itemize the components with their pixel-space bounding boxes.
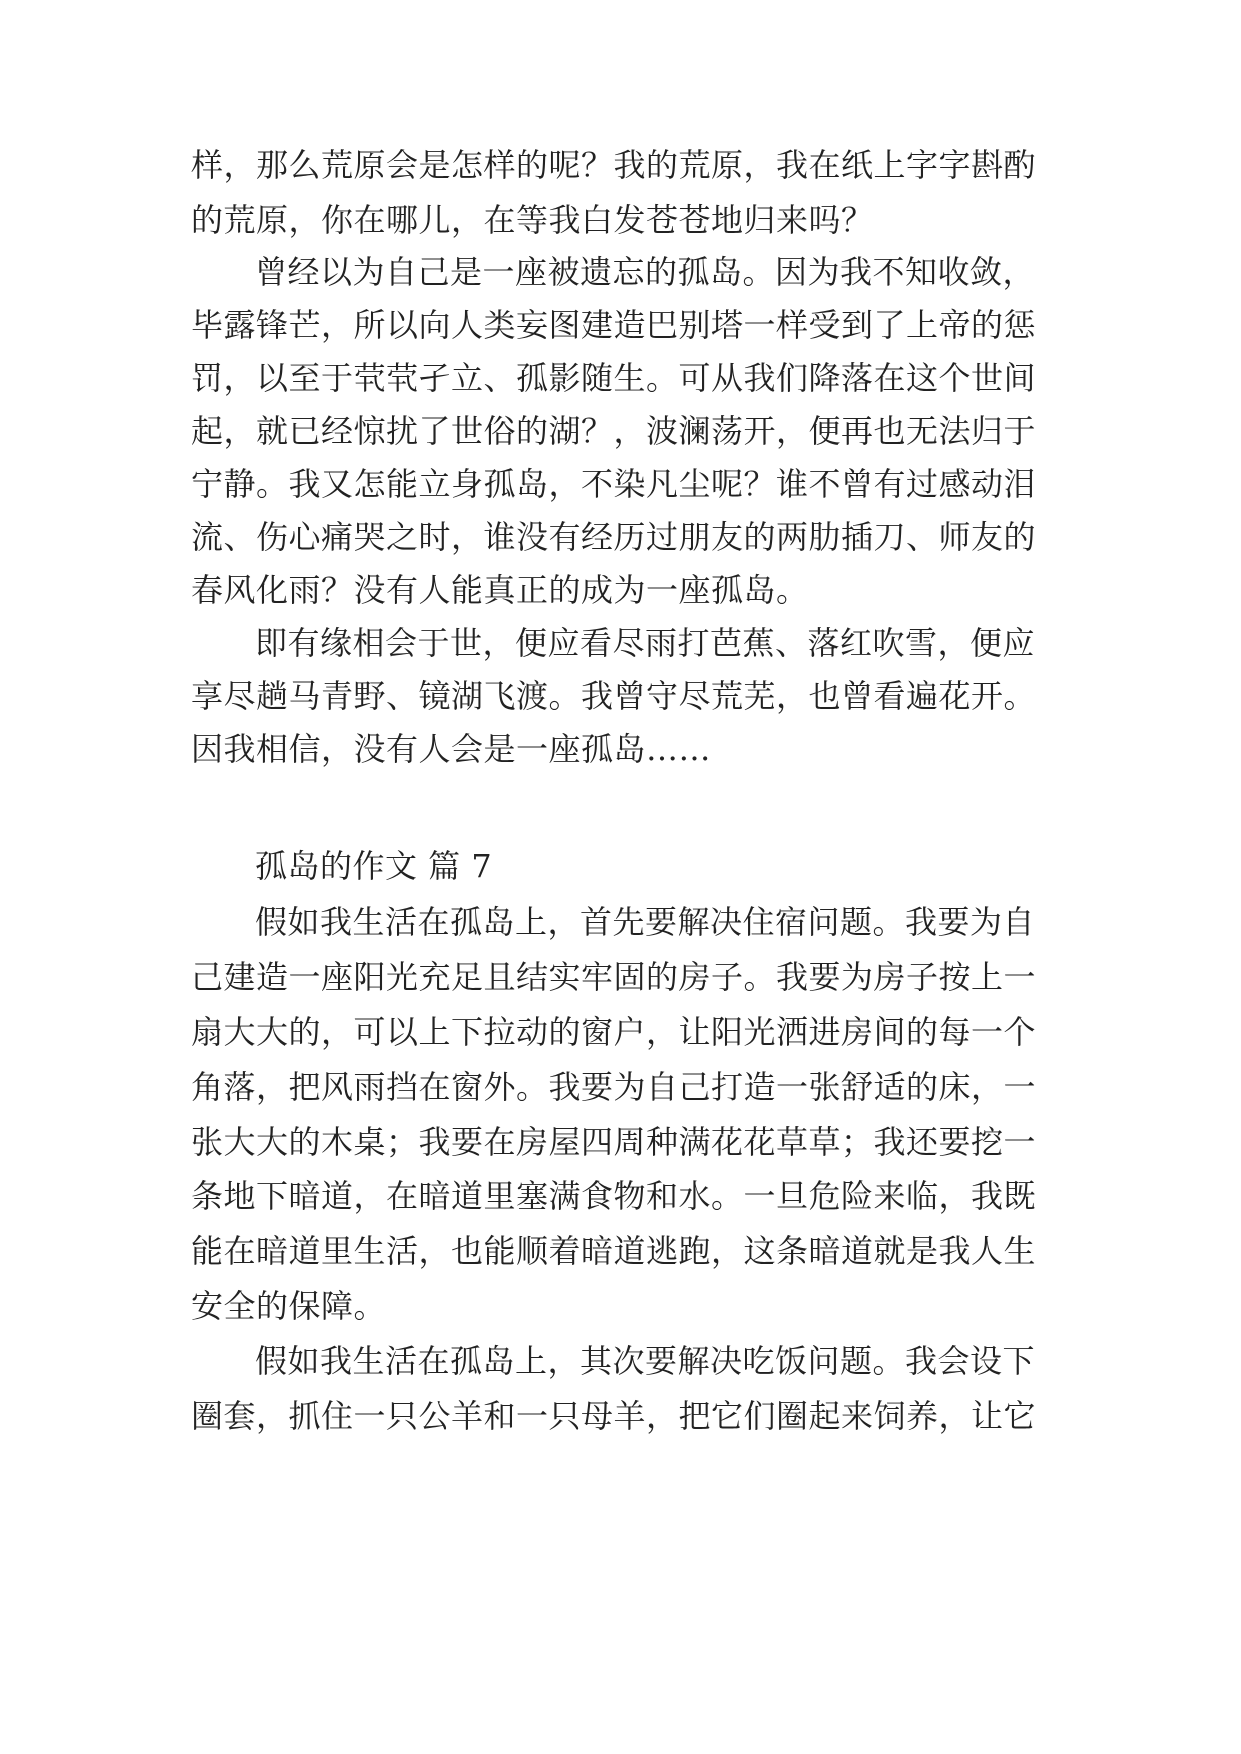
text-line: 圈套，抓住一只公羊和一只母羊，把它们圈起来饲养，让它	[191, 1397, 1037, 1435]
text-line: 扇大大的，可以上下拉动的窗户，让阳光洒进房间的每一个	[191, 1013, 1037, 1051]
text-line: 起，就已经惊扰了世俗的湖？，波澜荡开，便再也无法归于	[191, 412, 1037, 450]
text-line: 角落，把风雨挡在窗外。我要为自己打造一张舒适的床，一	[191, 1068, 1037, 1106]
text-line: 假如我生活在孤岛上，首先要解决住宿问题。我要为自	[255, 903, 1036, 941]
text-line: 罚，以至于茕茕孑立、孤影随生。可从我们降落在这个世间	[191, 359, 1037, 397]
text-line: 曾经以为自己是一座被遗忘的孤岛。因为我不知收敛，	[255, 253, 1036, 291]
text-line: 享尽趟马青野、镜湖飞渡。我曾守尽荒芜，也曾看遍花开。	[191, 677, 1037, 715]
heading-text: 孤岛的作文 篇 7	[255, 847, 493, 885]
text-line: 假如我生活在孤岛上，其次要解决吃饭问题。我会设下	[255, 1342, 1036, 1380]
text-line: 宁静。我又怎能立身孤岛，不染凡尘呢？谁不曾有过感动泪	[191, 465, 1037, 503]
text-line: 的荒原，你在哪儿，在等我白发苍苍地归来吗？	[191, 201, 874, 239]
text-line: 张大大的木桌；我要在房屋四周种满花花草草；我还要挖一	[191, 1123, 1037, 1161]
text-line: 即有缘相会于世，便应看尽雨打芭蕉、落红吹雪，便应	[255, 624, 1036, 662]
text-line: 能在暗道里生活，也能顺着暗道逃跑，这条暗道就是我人生	[191, 1232, 1037, 1270]
text-line: 条地下暗道，在暗道里塞满食物和水。一旦危险来临，我既	[191, 1177, 1037, 1215]
text-line: 毕露锋芒，所以向人类妄图建造巴别塔一样受到了上帝的惩	[191, 306, 1037, 344]
text-line: 己建造一座阳光充足且结实牢固的房子。我要为房子按上一	[191, 958, 1037, 996]
text-line: 因我相信，没有人会是一座孤岛……	[191, 730, 712, 768]
text-line: 春风化雨？没有人能真正的成为一座孤岛。	[191, 571, 809, 609]
text-line: 流、伤心痛哭之时，谁没有经历过朋友的两肋插刀、师友的	[191, 518, 1037, 556]
text-line: 样，那么荒原会是怎样的呢？我的荒原，我在纸上字字斟酌	[191, 146, 1037, 184]
text-line: 安全的保障。	[191, 1287, 387, 1325]
